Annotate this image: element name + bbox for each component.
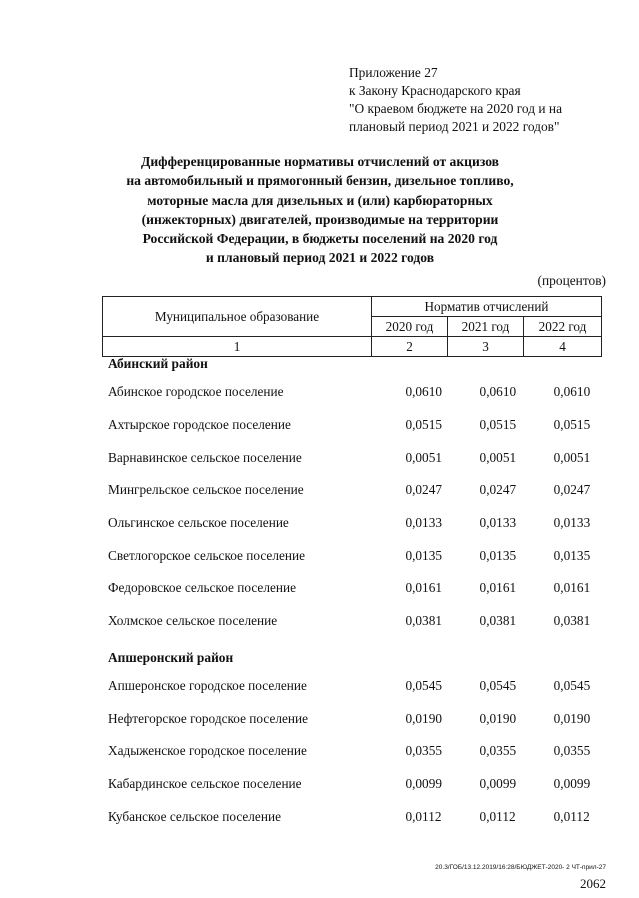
value-2020: 0,0381 — [405, 613, 443, 629]
value-2022: 0,0247 — [553, 482, 591, 498]
settlement-name: Нефтегорское городское поселение — [108, 710, 309, 726]
value-2020: 0,0099 — [405, 775, 443, 791]
appendix-line: плановый период 2021 и 2022 годов" — [349, 119, 560, 134]
header-municipality: Муниципальное образование — [103, 297, 372, 337]
header-col-number: 1 — [103, 337, 372, 357]
header-col-number: 4 — [524, 337, 602, 357]
settlement-name: Светлогорское сельское поселение — [108, 547, 305, 563]
header-year: 2020 год — [372, 317, 448, 337]
settlement-name: Абинское городское поселение — [108, 384, 284, 400]
table-row — [102, 409, 608, 442]
table-row — [102, 702, 608, 735]
value-2022: 0,0161 — [553, 580, 591, 596]
value-2022: 0,0381 — [553, 613, 591, 629]
value-2021: 0,0247 — [479, 482, 517, 498]
value-2022: 0,0610 — [553, 384, 591, 400]
settlement-name: Ахтырское городское поселение — [108, 417, 291, 433]
value-2021: 0,0135 — [479, 547, 517, 563]
title-line: и плановый период 2021 и 2022 годов — [205, 250, 435, 266]
value-2020: 0,0161 — [405, 580, 443, 596]
table-row — [102, 768, 608, 801]
value-2022: 0,0099 — [553, 775, 591, 791]
value-2020: 0,0355 — [405, 743, 443, 759]
value-2021: 0,0099 — [479, 775, 517, 791]
table-body — [102, 352, 608, 833]
settlement-name: Кубанское сельское поселение — [108, 808, 281, 824]
value-2021: 0,0355 — [479, 743, 517, 759]
value-2021: 0,0190 — [479, 710, 517, 726]
appendix-line: Приложение 27 — [349, 65, 438, 80]
value-2022: 0,0355 — [553, 743, 591, 759]
settlement-name: Мингрельское сельское поселение — [108, 482, 304, 498]
settlement-name: Холмское сельское поселение — [108, 613, 278, 629]
value-2020: 0,0135 — [405, 547, 443, 563]
units-label: (процентов) — [537, 273, 606, 288]
header-col-number: 2 — [372, 337, 448, 357]
header-year: 2022 год — [524, 317, 602, 337]
header-col-number: 3 — [448, 337, 524, 357]
value-2020: 0,0545 — [405, 677, 443, 693]
value-2022: 0,0112 — [553, 808, 590, 824]
settlement-name: Варнавинское сельское поселение — [108, 449, 302, 465]
table-row — [102, 572, 608, 605]
settlement-name: Федоровское сельское поселение — [108, 580, 296, 596]
district-heading: Апшеронский район — [108, 649, 234, 665]
table-row — [102, 605, 608, 638]
value-2021: 0,0051 — [479, 449, 517, 465]
title-line: Дифференцированные нормативы отчислений от акцизов — [141, 154, 499, 169]
title-line: (инжекторных) двигателей, производимые на территории — [141, 211, 499, 227]
value-2020: 0,0247 — [405, 482, 443, 498]
value-2022: 0,0545 — [553, 677, 591, 693]
value-2021: 0,0545 — [479, 677, 517, 693]
table-row — [102, 474, 608, 507]
value-2022: 0,0051 — [553, 449, 591, 465]
appendix-reference — [349, 64, 562, 136]
table-row — [102, 441, 608, 474]
value-2020: 0,0051 — [405, 449, 443, 465]
document-code: 20.3/ГОБ/13.12.2019/16:28/БЮДЖЕТ-2020- 2 ЧТ-прил-27 — [435, 864, 606, 871]
table-row — [102, 507, 608, 540]
table-row — [102, 670, 608, 703]
header-year: 2021 год — [448, 317, 524, 337]
settlement-name: Апшеронское городское поселение — [108, 677, 307, 693]
appendix-line: к Закону Краснодарского края — [349, 83, 521, 98]
appendix-line: "О краевом бюджете на 2020 год и на — [349, 101, 563, 116]
value-2021: 0,0112 — [479, 808, 516, 824]
title-line: моторные масла для дизельных и (или) карбюраторных — [147, 192, 493, 208]
value-2020: 0,0610 — [405, 384, 443, 400]
header-norm: Норматив отчислений — [372, 297, 602, 317]
page-number: 2062 — [580, 876, 606, 891]
district-heading: Абинский район — [108, 356, 208, 371]
value-2020: 0,0190 — [405, 710, 443, 726]
settlement-name: Хадыженское городское поселение — [108, 743, 307, 759]
table-row — [102, 800, 608, 833]
title-line: на автомобильный и прямогонный бензин, дизельное топливо, — [126, 173, 514, 189]
table-header — [102, 296, 602, 357]
settlement-name: Ольгинское сельское поселение — [108, 515, 289, 531]
document-title — [70, 152, 570, 268]
value-2020: 0,0133 — [405, 515, 443, 531]
table-row — [102, 539, 608, 572]
value-2022: 0,0133 — [553, 515, 591, 531]
value-2021: 0,0610 — [479, 384, 517, 400]
value-2021: 0,0133 — [479, 515, 517, 531]
title-line: Российской Федерации, в бюджеты поселений на 2020 год — [142, 231, 498, 247]
value-2021: 0,0161 — [479, 580, 517, 596]
value-2021: 0,0515 — [479, 417, 517, 433]
table-row — [102, 735, 608, 768]
value-2021: 0,0381 — [479, 613, 517, 629]
value-2020: 0,0112 — [405, 808, 442, 824]
value-2020: 0,0515 — [405, 417, 443, 433]
settlement-name: Кабардинское сельское поселение — [108, 775, 302, 791]
table-row — [102, 376, 608, 409]
value-2022: 0,0190 — [553, 710, 591, 726]
value-2022: 0,0135 — [553, 547, 591, 563]
value-2022: 0,0515 — [553, 417, 591, 433]
